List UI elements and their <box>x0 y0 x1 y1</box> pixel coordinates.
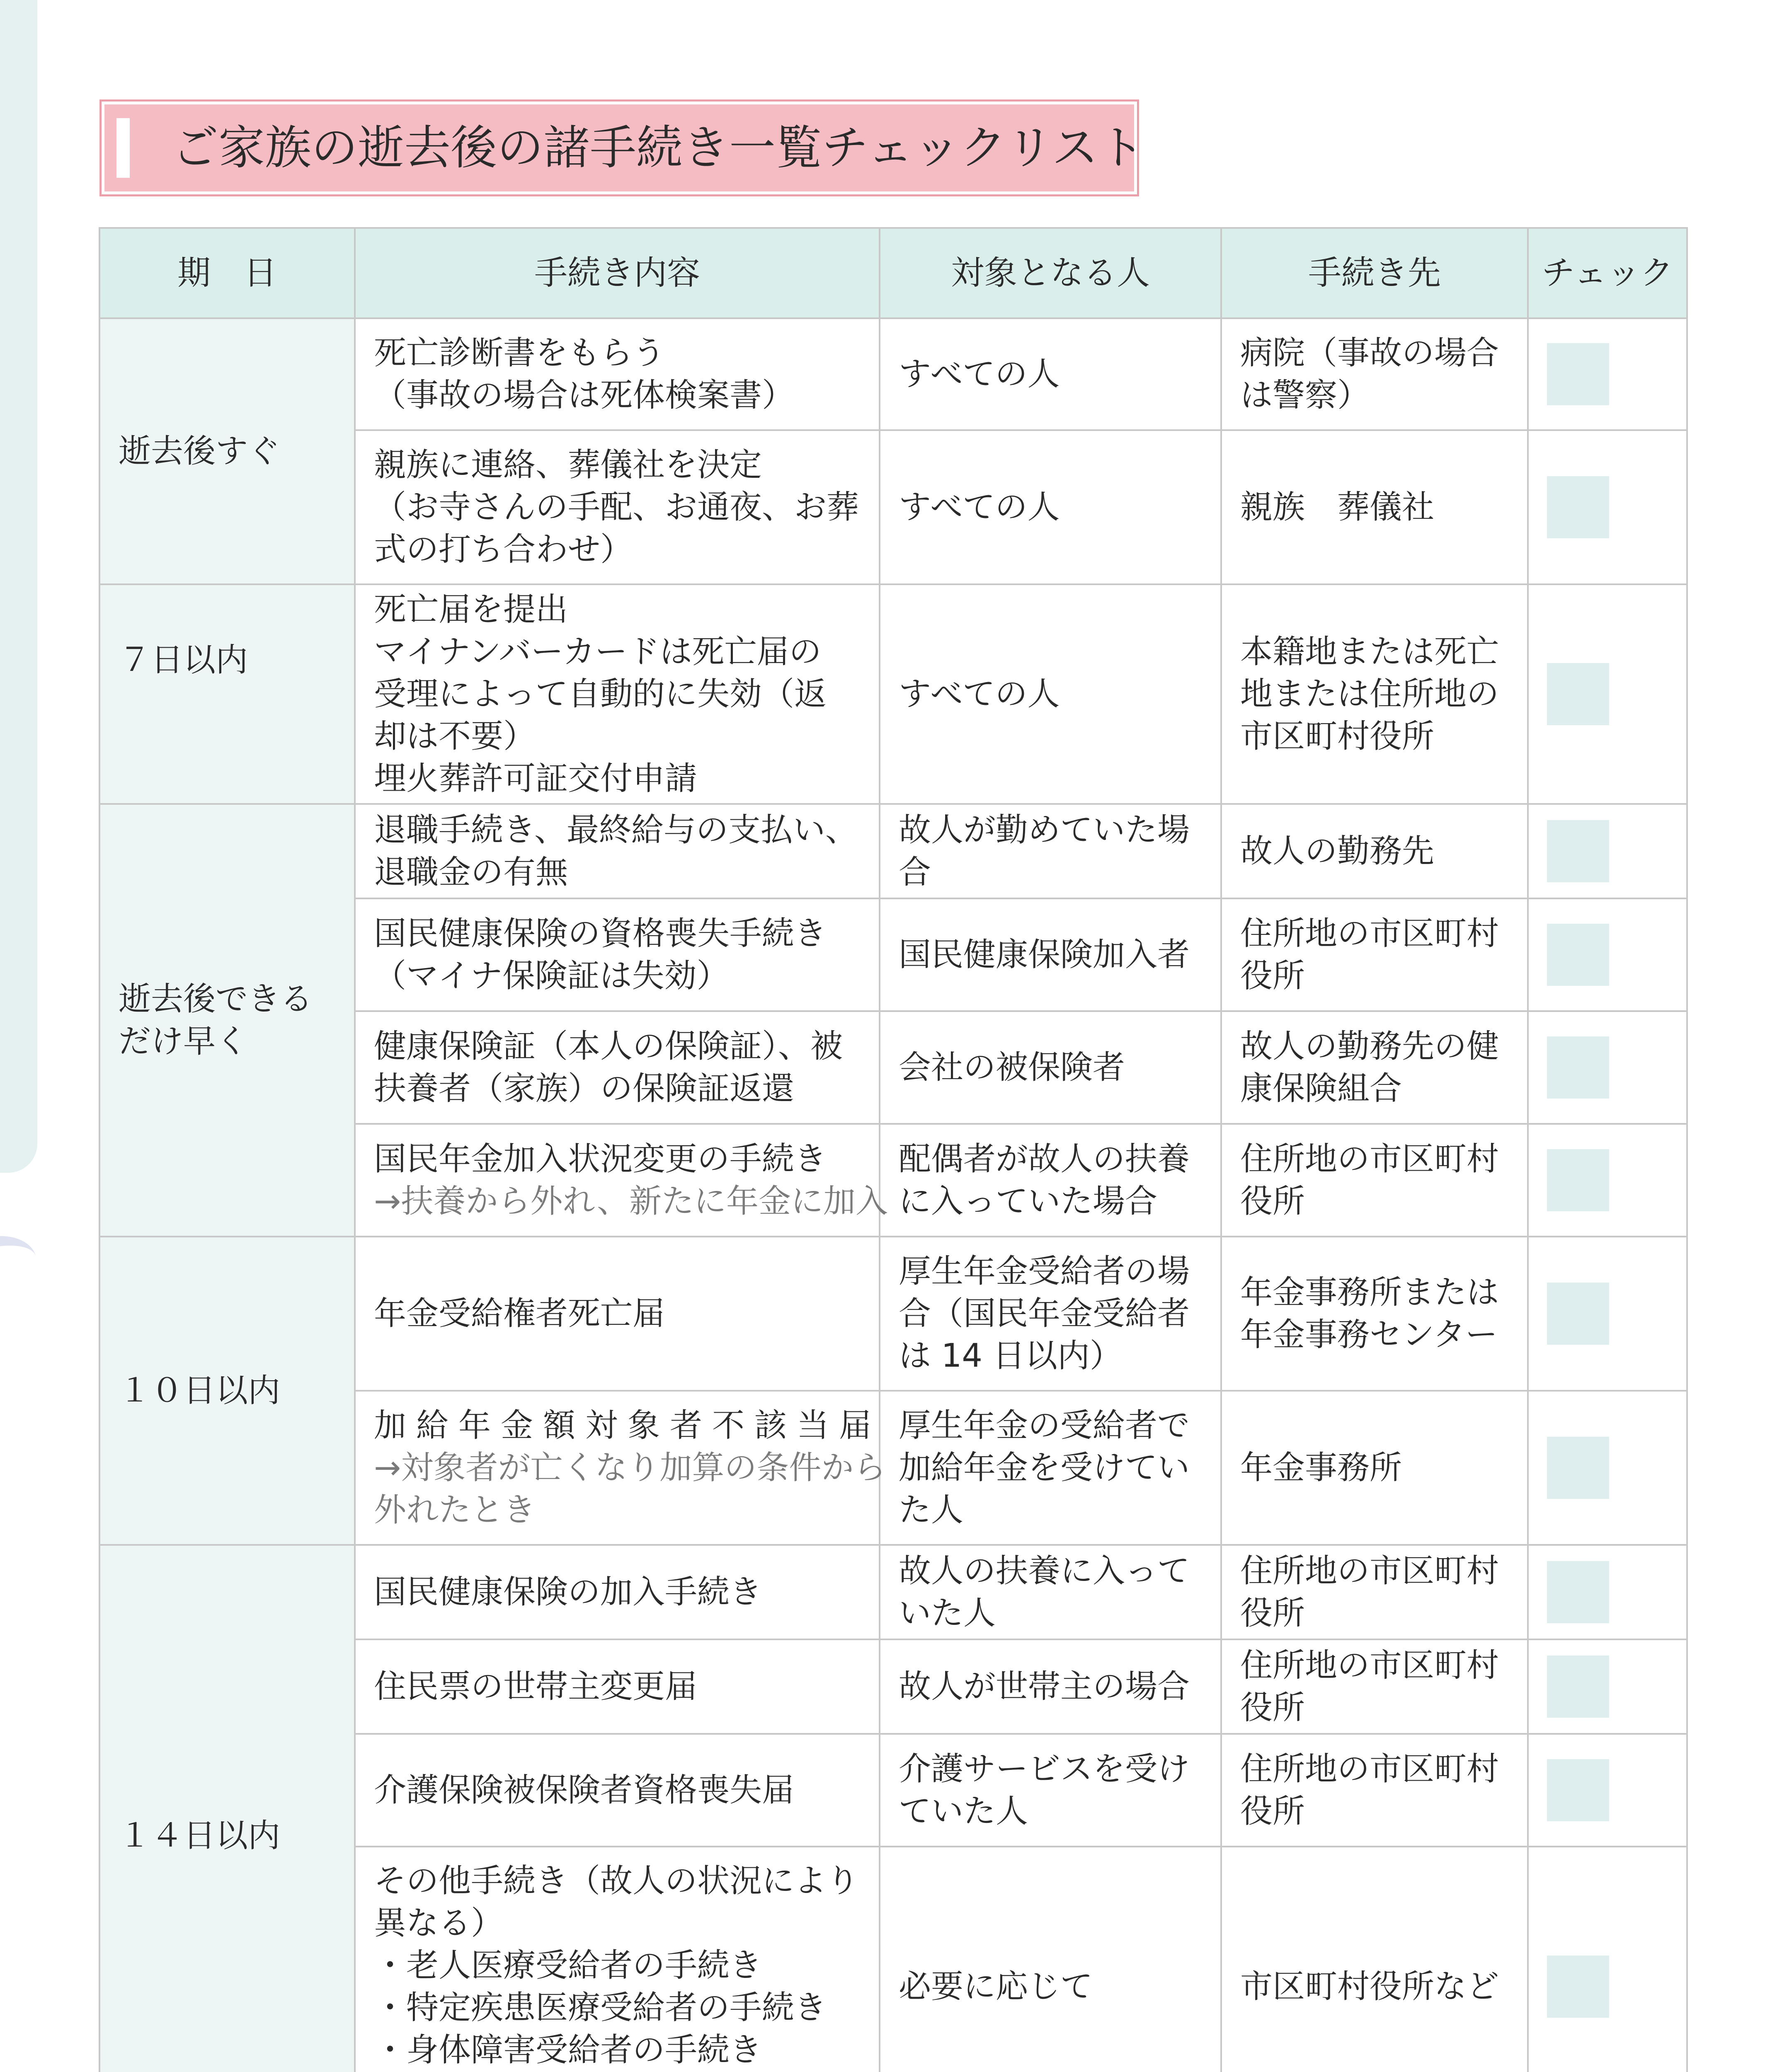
procedure-line: 受理によって自動的に失効（返 <box>374 675 827 713</box>
destination-line: 本籍地または死亡 <box>1240 633 1499 670</box>
target-line: 故人の扶養に入って <box>899 1552 1190 1590</box>
checkbox[interactable] <box>1547 820 1609 882</box>
procedure-cell <box>355 804 880 898</box>
checkbox[interactable] <box>1547 663 1609 725</box>
target-cell <box>880 1391 1221 1545</box>
destination-line: 役所 <box>1240 1689 1305 1726</box>
procedure-line: 加給年金額対象者不該当届 <box>374 1407 882 1444</box>
destination-cell <box>1221 318 1528 430</box>
destination-line: 病院（事故の場合 <box>1240 334 1499 372</box>
checkbox[interactable] <box>1547 1437 1609 1499</box>
procedure-line: ・特定疾患医療受給者の手続き <box>374 1989 827 2026</box>
target-line: ていた人 <box>899 1793 1028 1830</box>
destination-line: 年金事務所または <box>1240 1274 1499 1311</box>
destination-line: 親族 葬儀社 <box>1240 489 1435 526</box>
decorative-side-band <box>0 0 37 1173</box>
procedure-cell <box>355 1237 880 1391</box>
header-check: チェック <box>1528 228 1687 318</box>
period-line: 逝去後できる <box>119 980 313 1018</box>
target-cell <box>880 898 1221 1011</box>
table-row <box>99 1237 1687 1391</box>
procedure-line: 扶養者（家族）の保険証返還 <box>374 1070 795 1107</box>
target-line: 故人が世帯主の場合 <box>899 1668 1190 1705</box>
target-cell <box>880 804 1221 898</box>
destination-cell <box>1221 1124 1528 1237</box>
destination-line: 役所 <box>1240 1793 1305 1830</box>
period-cell: ７日以内 <box>99 584 355 804</box>
target-cell <box>880 584 1221 804</box>
procedure-line: 健康保険証（本人の保険証）、被 <box>374 1028 843 1065</box>
table-row <box>99 318 1687 430</box>
target-cell <box>880 1124 1221 1237</box>
procedure-line: その他手続き（故人の状況により <box>374 1862 859 1900</box>
procedure-cell <box>355 1639 880 1734</box>
destination-line: 市区町村役所 <box>1240 718 1435 755</box>
period-cell: １０日以内 <box>99 1237 355 1545</box>
target-line: 必要に応じて <box>899 1968 1093 2005</box>
procedure-cell <box>355 898 880 1011</box>
page-title-box <box>99 99 1145 196</box>
procedure-line: （事故の場合は死体検案書） <box>374 377 795 414</box>
procedure-line: 年金受給権者死亡届 <box>374 1295 665 1332</box>
procedure-line: （マイナ保険証は失効） <box>374 957 729 995</box>
destination-line: 住所地の市区町村 <box>1240 1750 1499 1788</box>
procedure-cell <box>355 584 880 804</box>
procedure-line: 退職手続き、最終給与の支払い、 <box>374 811 858 849</box>
header-target: 対象となる人 <box>880 228 1221 318</box>
checkbox[interactable] <box>1547 476 1609 538</box>
decorative-swoosh <box>0 1227 44 1307</box>
destination-line: 故人の勤務先 <box>1240 833 1435 870</box>
table-row <box>99 1545 1687 1639</box>
procedure-cell <box>355 430 880 584</box>
period-cell: 逝去後すぐ <box>99 318 355 584</box>
destination-line: は警察） <box>1240 377 1370 414</box>
table-row <box>99 584 1687 804</box>
destination-cell <box>1221 804 1528 898</box>
procedure-line: 死亡診断書をもらう <box>374 334 665 372</box>
procedure-line: 異なる） <box>374 1905 504 1942</box>
target-line: 加給年金を受けてい <box>899 1449 1190 1486</box>
period-cell <box>99 804 355 1237</box>
procedure-line: ・老人医療受給者の手続き <box>374 1947 762 1984</box>
destination-line: 年金事務所 <box>1240 1449 1402 1486</box>
target-line: 合 <box>899 854 931 891</box>
checkbox[interactable] <box>1547 1283 1609 1345</box>
destination-cell <box>1221 898 1528 1011</box>
procedure-line: 退職金の有無 <box>374 854 568 891</box>
target-cell <box>880 430 1221 584</box>
destination-line: 役所 <box>1240 1183 1305 1220</box>
destination-cell <box>1221 1734 1528 1847</box>
procedure-cell <box>355 1847 880 2072</box>
period-cell: １４日以内 <box>99 1545 355 2072</box>
procedure-line: 住民票の世帯主変更届 <box>374 1668 698 1705</box>
destination-cell <box>1221 1011 1528 1124</box>
target-line: た人 <box>899 1491 964 1529</box>
target-cell <box>880 318 1221 430</box>
destination-line: 年金事務センター <box>1240 1316 1498 1353</box>
checkbox[interactable] <box>1547 1561 1609 1623</box>
destination-cell <box>1221 1847 1528 2072</box>
checkbox[interactable] <box>1547 1149 1609 1211</box>
destination-line: 役所 <box>1240 957 1305 995</box>
procedure-line: 死亡届を提出 <box>374 591 568 628</box>
destination-line: 住所地の市区町村 <box>1240 1647 1499 1684</box>
procedure-line: 親族に連絡、葬儀社を決定 <box>374 446 762 484</box>
target-line: 配偶者が故人の扶養 <box>899 1140 1190 1178</box>
procedure-note: 外れたとき <box>374 1491 536 1529</box>
destination-line: 地または住所地の <box>1240 675 1499 713</box>
checkbox[interactable] <box>1547 1956 1609 2018</box>
checkbox[interactable] <box>1547 1656 1609 1718</box>
checkbox[interactable] <box>1547 924 1609 986</box>
procedure-line: ・身体障害受給者の手続き <box>374 2031 762 2069</box>
target-cell <box>880 1011 1221 1124</box>
procedure-line: （お寺さんの手配、お通夜、お葬 <box>374 489 859 526</box>
target-line: 合（国民年金受給者 <box>899 1295 1190 1332</box>
destination-line: 市区町村役所など <box>1240 1968 1499 2005</box>
procedure-line: 埋火葬許可証交付申請 <box>374 760 698 797</box>
target-cell <box>880 1545 1221 1639</box>
procedure-note: →扶養から外れ、新たに年金に加入 <box>374 1183 888 1220</box>
procedure-cell <box>355 1545 880 1639</box>
title-accent-bar <box>116 118 130 178</box>
target-cell <box>880 1847 1221 2072</box>
destination-line: 住所地の市区町村 <box>1240 915 1499 952</box>
target-line: すべての人 <box>899 675 1060 713</box>
procedure-line: マイナンバーカードは死亡届の <box>374 633 822 670</box>
period-line: だけ早く <box>119 1023 248 1060</box>
target-cell <box>880 1734 1221 1847</box>
checklist-table <box>99 227 1688 2072</box>
target-line: に入っていた場合 <box>899 1183 1158 1220</box>
destination-cell <box>1221 1639 1528 1734</box>
procedure-note: →対象者が亡くなり加算の条件から <box>374 1449 886 1486</box>
procedure-cell <box>355 1734 880 1847</box>
destination-line: 住所地の市区町村 <box>1240 1140 1499 1178</box>
procedure-cell <box>355 1391 886 1545</box>
destination-cell <box>1221 1391 1528 1545</box>
header-destination: 手続き先 <box>1221 228 1528 318</box>
page-title: ご家族の逝去後の諸手続き一覧チェックリスト <box>172 121 1145 175</box>
destination-line: 康保険組合 <box>1240 1070 1402 1107</box>
procedure-line: 却は不要） <box>374 718 536 755</box>
destination-cell <box>1221 1237 1528 1391</box>
destination-cell <box>1221 430 1528 584</box>
procedure-line: 国民健康保険の資格喪失手続き <box>374 915 827 952</box>
checkbox[interactable] <box>1547 1759 1609 1821</box>
procedure-cell <box>355 318 880 430</box>
destination-line: 故人の勤務先の健 <box>1240 1028 1499 1065</box>
target-line: すべての人 <box>899 489 1060 526</box>
checkbox[interactable] <box>1547 1036 1609 1099</box>
procedure-line: 式の打ち合わせ） <box>374 531 633 568</box>
procedure-line: 国民健康保険の加入手続き <box>374 1573 762 1611</box>
target-cell <box>880 1237 1221 1391</box>
table-header-row <box>99 228 1687 318</box>
procedure-cell <box>355 1124 888 1237</box>
table-row <box>99 804 1687 898</box>
target-line: すべての人 <box>899 356 1060 393</box>
target-line: 厚生年金受給者の場 <box>899 1253 1190 1290</box>
target-line: は 14 日以内） <box>899 1337 1122 1375</box>
procedure-line: 国民年金加入状況変更の手続き <box>374 1140 827 1178</box>
header-period: 期 日 <box>99 228 355 318</box>
target-line: 故人が勤めていた場 <box>899 811 1190 849</box>
destination-cell <box>1221 1545 1528 1639</box>
destination-line: 住所地の市区町村 <box>1240 1552 1499 1590</box>
procedure-line: 介護保険被保険者資格喪失届 <box>374 1772 795 1809</box>
header-procedure: 手続き内容 <box>355 228 880 318</box>
destination-line: 役所 <box>1240 1595 1305 1632</box>
destination-cell <box>1221 584 1528 804</box>
target-line: いた人 <box>899 1595 996 1632</box>
target-line: 厚生年金の受給者で <box>899 1407 1190 1444</box>
checkbox[interactable] <box>1547 343 1609 405</box>
procedure-cell <box>355 1011 880 1124</box>
target-line: 国民健康保険加入者 <box>899 936 1190 973</box>
target-cell <box>880 1639 1221 1734</box>
target-line: 会社の被保険者 <box>899 1049 1125 1086</box>
target-line: 介護サービスを受け <box>899 1750 1190 1788</box>
